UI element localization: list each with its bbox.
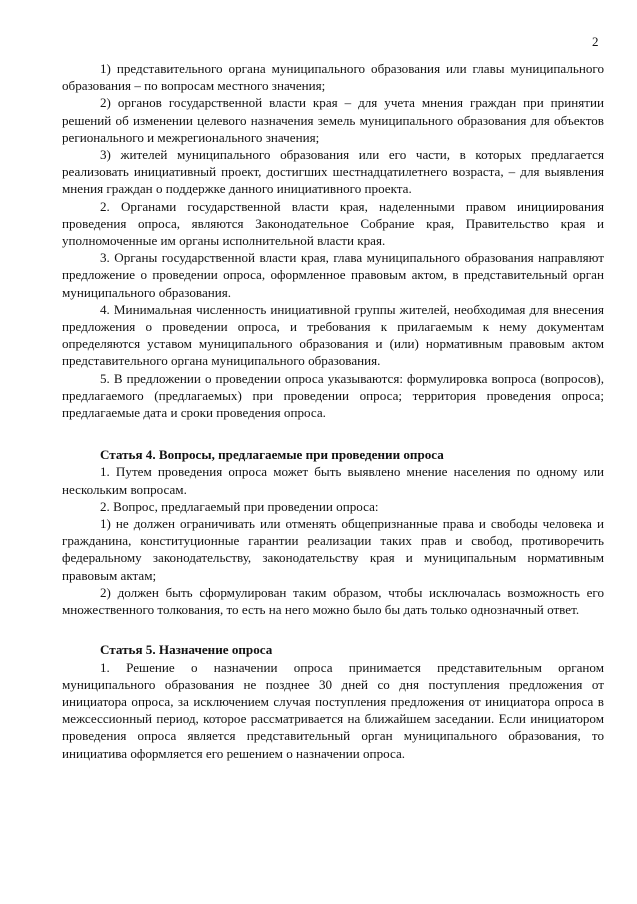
paragraph: 5. В предложении о проведении опроса указываются: формулировка вопроса (вопросов), предлагаемого (предлагаемых) при проведении опроса; территория проведения опроса; предлагаемые дата и сроки проведения опроса. [62, 370, 604, 421]
paragraph: 2) должен быть сформулирован таким образом, чтобы исключалась возможность его множественного толкования, то есть на него можно было бы дать только однозначный ответ. [62, 584, 604, 618]
paragraph: 1. Решение о назначении опроса принимается представительным органом муниципального образования не позднее 30 дней со дня поступления предложения от инициатора опроса, за исключением случая поступления предложения от инициатора опроса в межсессионный период, которое рассматривается на ближайшем заседании. Если инициатором проведения опроса является представительный орган муниципального образования, то инициатива оформляется его решением о назначении опроса. [62, 659, 604, 761]
paragraph: 3. Органы государственной власти края, глава муниципального образования направляют предложение о проведении опроса, оформленное правовым актом, в представительный орган муниципального образования. [62, 250, 604, 300]
paragraph: 1. Путем проведения опроса может быть выявлено мнение населения по одному или нескольким вопросам. [62, 464, 604, 497]
article-4-heading: Статья 4. Вопросы, предлагаемые при проведении опроса [100, 447, 444, 463]
paragraph: 1) представительного органа муниципального образования или главы муниципального образования – по вопросам местного значения; [62, 61, 604, 94]
paragraph: 2. Вопрос, предлагаемый при проведении опроса: [100, 498, 379, 514]
paragraph: 4. Минимальная численность инициативной группы жителей, необходимая для внесения предложения о проведении опроса, и требования к прилагаемым к нему документам определяются уставом муниципального образования и (или) нормативным правовым актом представительного органа муниципального образования. [62, 301, 604, 369]
paragraph: 3) жителей муниципального образования или его части, в которых предлагается реализовать инициативный проект, достигших шестнадцатилетнего возраста, – для выявления мнения граждан о поддержке данного инициативного проекта. [62, 147, 604, 197]
section-gap [62, 618, 604, 641]
document-body [62, 60, 604, 762]
paragraph: 1) не должен ограничивать или отменять общепризнанные права и свободы человека и гражданина, конституционные гарантии реализации таких прав и свобод, противоречить федеральному законодательству, законодательству края и муниципальным нормативным правовым актам; [62, 516, 604, 583]
section-gap [62, 421, 604, 446]
paragraph: 2) органов государственной власти края – для учета мнения граждан при принятии решений об изменении целевого назначения земель муниципального образования для объектов регионального и межрегионального значения; [62, 95, 604, 145]
page-number: 2 [592, 34, 599, 49]
article-5-heading: Статья 5. Назначение опроса [100, 642, 273, 658]
paragraph: 2. Органами государственной власти края, наделенными правом инициирования проведения опроса, являются Законодательное Собрание края, Правительство края и уполномоченные им органы исполнительной власти края. [62, 198, 604, 249]
